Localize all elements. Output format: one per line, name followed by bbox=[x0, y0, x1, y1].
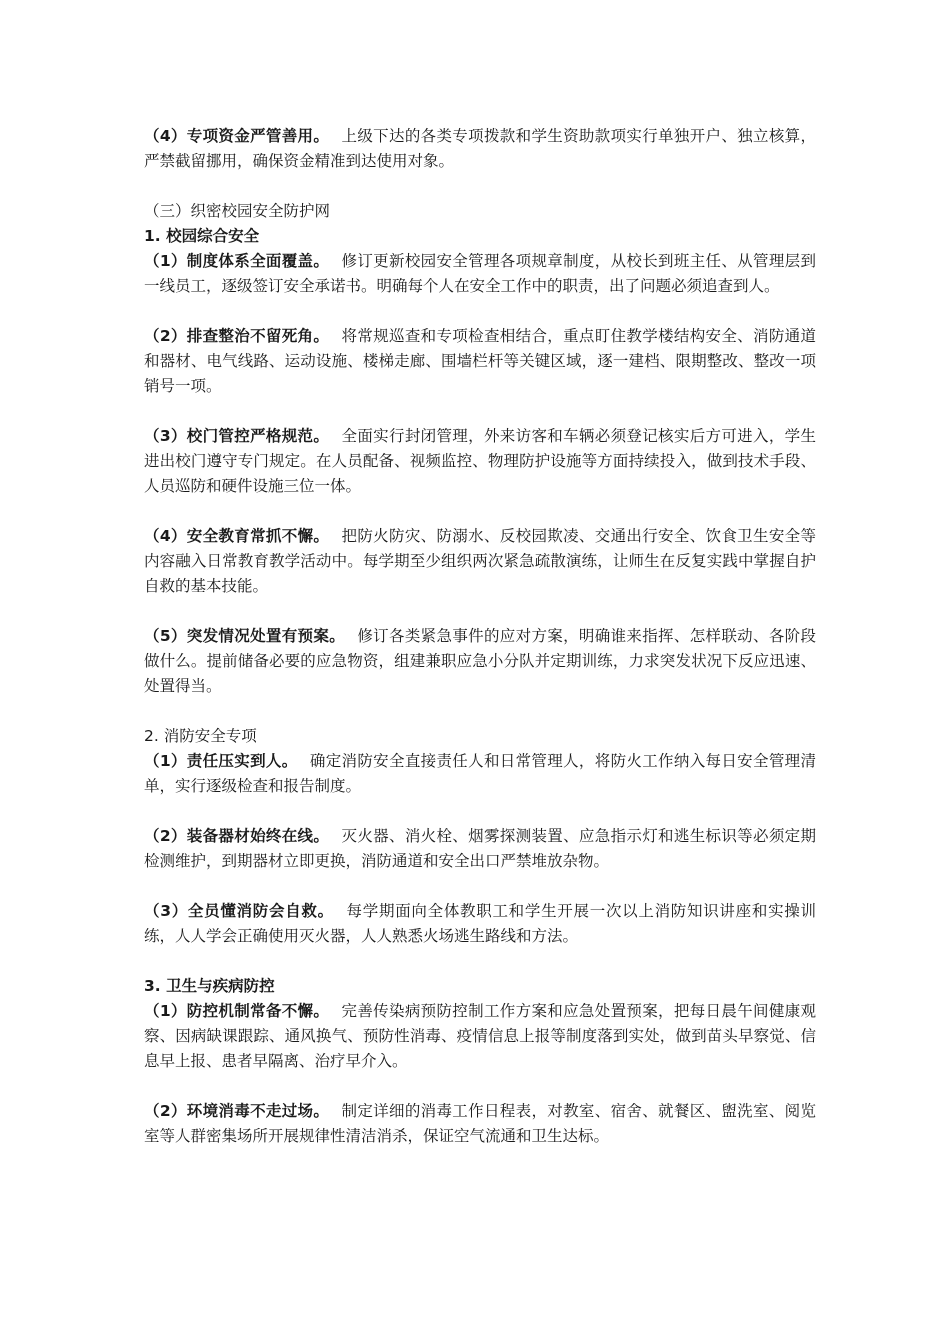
section-heading: 3. 卫生与疾病防控 bbox=[144, 977, 275, 995]
paragraph-spacer bbox=[144, 174, 816, 199]
document-page bbox=[144, 124, 816, 1149]
section-heading: 1. 校园综合安全 bbox=[144, 227, 260, 245]
body-paragraph bbox=[144, 624, 816, 699]
paragraph-text: 全面实行封闭管理，外来访客和车辆必须登记核实后方可进入，学生进出校门遵守专门规定。在人员配备、视频监控、物理防护设施等方面持续投入，做到技术手段、人员巡防和硬件设施三位一体。 bbox=[144, 427, 816, 495]
paragraph-spacer bbox=[144, 599, 816, 624]
paragraph-lead: （2）环境消毒不走过场。 bbox=[144, 1102, 330, 1120]
paragraph-lead: （1）责任压实到人。 bbox=[144, 752, 298, 770]
paragraph-spacer bbox=[144, 949, 816, 974]
paragraph-lead: （3）全员懂消防会自救。 bbox=[144, 902, 334, 920]
paragraph-lead: （3）校门管控严格规范。 bbox=[144, 427, 330, 445]
paragraph-text: 将常规巡查和专项检查相结合，重点盯住教学楼结构安全、消防通道和器材、电气线路、运动设施、楼梯走廊、围墙栏杆等关键区域，逐一建档、限期整改、整改一项销号一项。 bbox=[144, 327, 816, 395]
paragraph-lead: （1）制度体系全面覆盖。 bbox=[144, 252, 330, 270]
paragraph-spacer bbox=[144, 299, 816, 324]
paragraph-lead: （1）防控机制常备不懈。 bbox=[144, 1002, 330, 1020]
paragraph-lead: （2）排查整治不留死角。 bbox=[144, 327, 330, 345]
body-paragraph bbox=[144, 999, 816, 1074]
paragraph-spacer bbox=[144, 799, 816, 824]
paragraph-spacer bbox=[144, 499, 816, 524]
paragraph-text: 确定消防安全直接责任人和日常管理人，将防火工作纳入每日安全管理清单，实行逐级检查和报告制度。 bbox=[144, 752, 816, 795]
paragraph-lead: （4）专项资金严管善用。 bbox=[144, 127, 330, 145]
body-paragraph bbox=[144, 324, 816, 399]
section-heading: 2. 消防安全专项 bbox=[144, 727, 257, 745]
body-paragraph bbox=[144, 124, 816, 174]
body-paragraph bbox=[144, 249, 816, 299]
paragraph-text: 完善传染病预防控制工作方案和应急处置预案，把每日晨午间健康观察、因病缺课跟踪、通风换气、预防性消毒、疫情信息上报等制度落到实处，做到苗头早察觉、信息早上报、患者早隔离、治疗早介入。 bbox=[144, 1002, 816, 1070]
body-paragraph bbox=[144, 524, 816, 599]
body-paragraph bbox=[144, 424, 816, 499]
body-paragraph bbox=[144, 749, 816, 799]
paragraph-text: 修订各类紧急事件的应对方案，明确谁来指挥、怎样联动、各阶段做什么。提前储备必要的应急物资，组建兼职应急小分队并定期训练，力求突发状况下反应迅速、处置得当。 bbox=[144, 627, 816, 695]
section-heading: （三）织密校园安全防护网 bbox=[144, 202, 331, 220]
body-paragraph bbox=[144, 899, 816, 949]
paragraph-text: 把防火防灾、防溺水、反校园欺凌、交通出行安全、饮食卫生安全等内容融入日常教育教学活动中。每学期至少组织两次紧急疏散演练，让师生在反复实践中掌握自护自救的基本技能。 bbox=[144, 527, 816, 595]
paragraph-lead: （4）安全教育常抓不懈。 bbox=[144, 527, 330, 545]
paragraph-text: 上级下达的各类专项拨款和学生资助款项实行单独开户、独立核算，严禁截留挪用，确保资金精准到达使用对象。 bbox=[144, 127, 816, 170]
paragraph-lead: （5）突发情况处置有预案。 bbox=[144, 627, 346, 645]
body-paragraph bbox=[144, 824, 816, 874]
paragraph-spacer bbox=[144, 1074, 816, 1099]
paragraph-spacer bbox=[144, 699, 816, 724]
paragraph-spacer bbox=[144, 874, 816, 899]
body-paragraph bbox=[144, 1099, 816, 1149]
paragraph-text: 制定详细的消毒工作日程表，对教室、宿舍、就餐区、盥洗室、阅览室等人群密集场所开展规律性清洁消杀，保证空气流通和卫生达标。 bbox=[144, 1102, 816, 1145]
paragraph-text: 每学期面向全体教职工和学生开展一次以上消防知识讲座和实操训练，人人学会正确使用灭火器，人人熟悉火场逃生路线和方法。 bbox=[144, 902, 816, 945]
paragraph-text: 修订更新校园安全管理各项规章制度，从校长到班主任、从管理层到一线员工，逐级签订安全承诺书。明确每个人在安全工作中的职责，出了问题必须追查到人。 bbox=[144, 252, 816, 295]
paragraph-lead: （2）装备器材始终在线。 bbox=[144, 827, 330, 845]
paragraph-spacer bbox=[144, 399, 816, 424]
paragraph-text: 灭火器、消火栓、烟雾探测装置、应急指示灯和逃生标识等必须定期检测维护，到期器材立即更换，消防通道和安全出口严禁堆放杂物。 bbox=[144, 827, 816, 870]
